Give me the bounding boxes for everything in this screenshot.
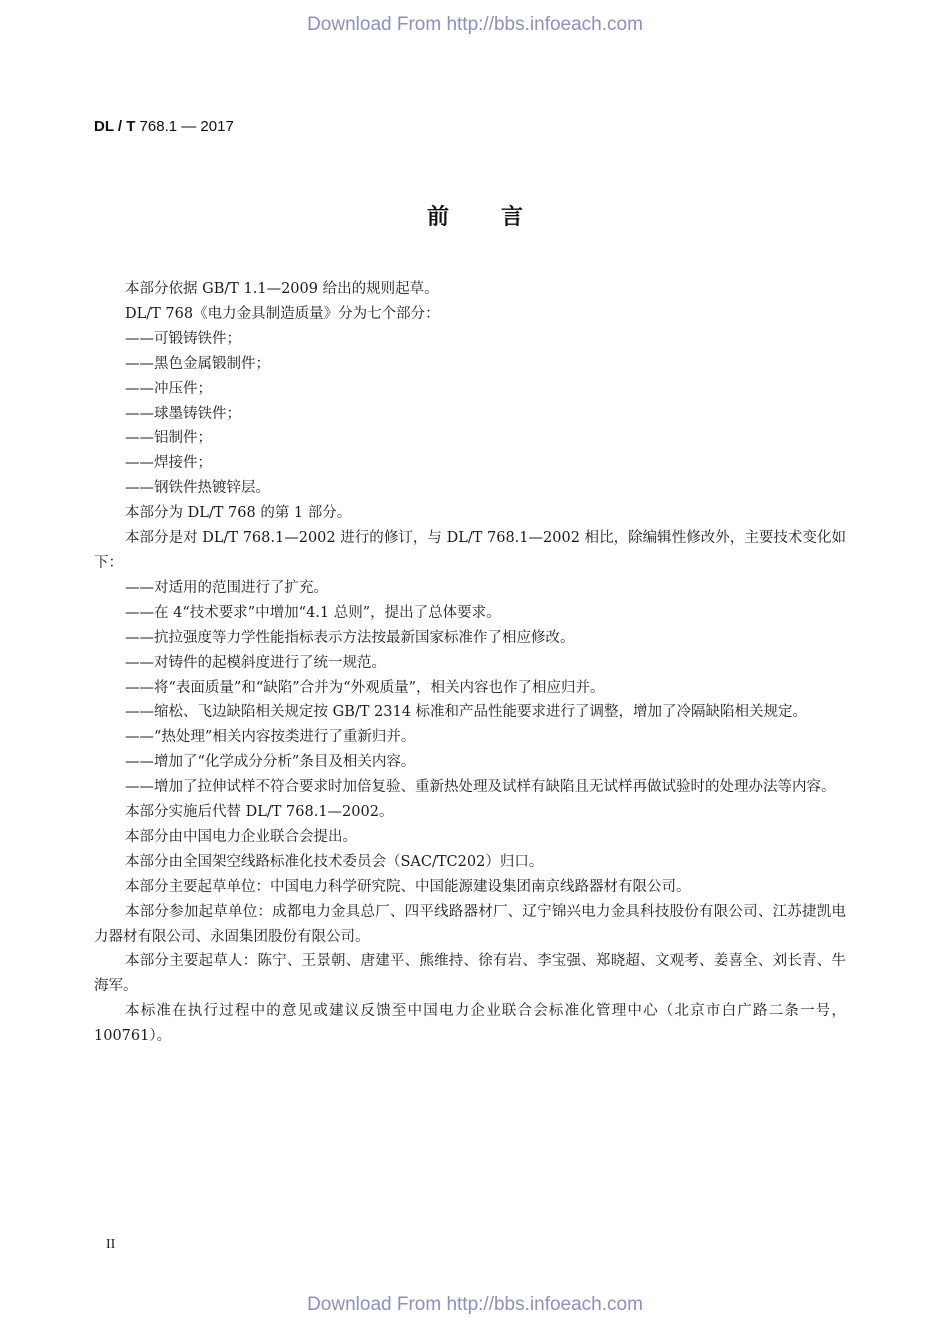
list-item: ——可锻铸铁件； [125,330,241,347]
standard-prefix: DL / T [94,118,136,135]
list-item: ——缩松、飞边缺陷相关规定按 GB/T 2314 标准和产品性能要求进行了调整，增加了冷隔缺陷相关规定。 [125,704,808,721]
paragraph: 本部分依据 GB/T 1.1—2009 给出的规则起草。 [125,281,439,297]
list-item: ——冲压件； [125,380,212,397]
list-item: ——对铸件的起模斜度进行了统一规范。 [125,654,386,671]
page-number: II [106,1237,116,1252]
list-item: ——增加了“化学成分分析”条目及相关内容。 [125,754,416,771]
list-item: ——铝制件； [125,430,212,447]
paragraph: 本部分由全国架空线路标准化技术委员会（SAC/TC202）归口。 [125,853,544,870]
paragraph: 本部分为 DL/T 768 的第 1 部分。 [125,505,352,522]
standard-code [94,118,234,135]
list-item: ——黑色金属锻制件； [125,355,270,372]
watermark-bottom: Download From http://bbs.infoeach.com [307,1294,643,1315]
paragraph: 本部分是对 DL/T 768.1—2002 进行的修订，与 DL/T 768.1—2002 相比，除编辑性修改外，主要技术变化如下： [94,530,846,571]
standard-number: 768.1 — 2017 [135,118,234,135]
paragraph: 本部分主要起草单位：中国电力科学研究院、中国能源建设集团南京线路器材有限公司。 [125,878,691,895]
watermark-top: Download From http://bbs.infoeach.com [307,14,643,35]
list-item: ——“热处理”相关内容按类进行了重新归并。 [125,729,416,746]
list-item: ——抗拉强度等力学性能指标表示方法按最新国家标准作了相应修改。 [125,629,575,646]
list-item: ——焊接件； [125,455,212,472]
list-item: ——将“表面质量”和“缺陷”合并为“外观质量”，相关内容也作了相应归并。 [125,679,605,696]
paragraph: 本部分由中国电力企业联合会提出。 [125,828,357,845]
list-item: ——钢铁件热镀锌层。 [125,480,270,497]
list-item: ——球墨铸铁件； [125,405,241,422]
paragraph: 本部分实施后代替 DL/T 768.1—2002。 [125,804,394,821]
list-item: ——增加了拉伸试样不符合要求时加倍复验、重新热处理及试样有缺陷且无试样再做试验时的处理办法等内容。 [125,779,836,796]
foreword-body [94,277,846,1049]
paragraph: 本标准在执行过程中的意见或建议反馈至中国电力企业联合会标准化管理中心（北京市白广路二条一号，100761）。 [94,1003,846,1045]
paragraph: 本部分参加起草单位：成都电力金具总厂、四平线路器材厂、辽宁锦兴电力金具科技股份有限公司、江苏捷凯电力器材有限公司、永固集团股份有限公司。 [94,903,846,945]
page-title: 前言 [426,205,575,230]
list-item: ——在 4“技术要求”中增加“4.1 总则”，提出了总体要求。 [125,604,501,621]
paragraph: DL/T 768《电力金具制造质量》分为七个部分： [125,305,440,322]
list-item: ——对适用的范围进行了扩充。 [125,579,328,596]
paragraph: 本部分主要起草人：陈宁、王景朝、唐建平、熊维持、徐有岩、李宝强、郑晓超、文观考、姜喜全、刘长青、牛海军。 [94,953,846,995]
